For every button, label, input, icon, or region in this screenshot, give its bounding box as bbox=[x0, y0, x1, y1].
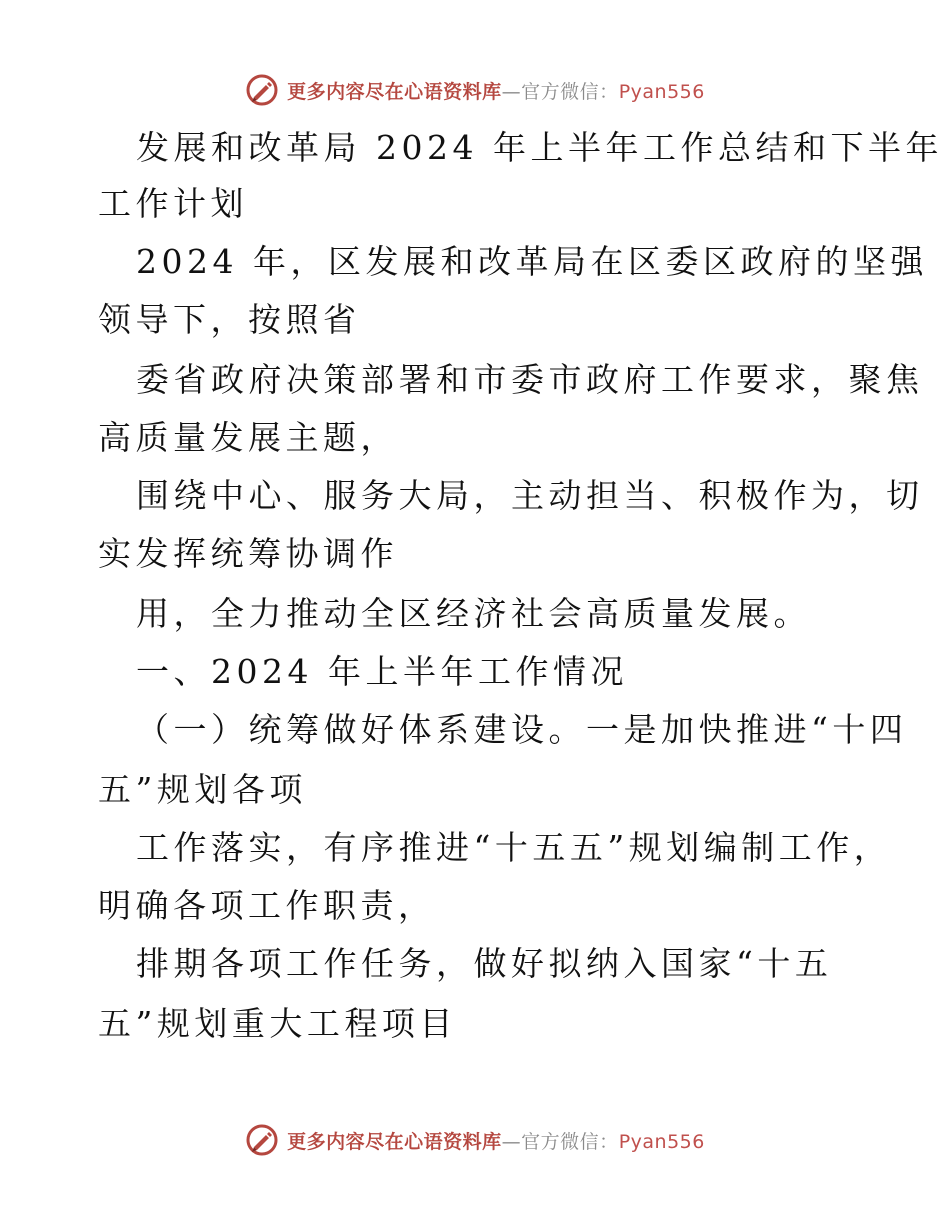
quill-logo-icon bbox=[245, 1123, 279, 1157]
quill-logo-icon bbox=[245, 73, 279, 107]
watermark-wechat-id: Pyan556 bbox=[618, 1130, 705, 1153]
paragraph-line: 围绕中心、服务大局，主动担当、积极作为，切 bbox=[136, 476, 924, 515]
footer-watermark bbox=[0, 1120, 950, 1160]
paragraph-line: 五”规划各项 bbox=[98, 770, 307, 809]
document-title-line-2: 工作计划 bbox=[98, 184, 248, 223]
paragraph-line: 排期各项工作任务，做好拟纳入国家“十五 bbox=[136, 944, 833, 983]
paragraph-line: 用，全力推动全区经济社会高质量发展。 bbox=[136, 594, 811, 633]
paragraph-line: 明确各项工作职责， bbox=[98, 886, 436, 925]
watermark-site-name: 更多内容尽在心语资料库 bbox=[287, 1130, 502, 1153]
paragraph-line: （一）统筹做好体系建设。一是加快推进“十四 bbox=[136, 710, 908, 749]
document-title-line-1: 发展和改革局 2024 年上半年工作总结和下半年 bbox=[136, 128, 943, 167]
watermark-wechat-label: —官方微信： bbox=[501, 80, 619, 103]
paragraph-line: 领导下，按照省 bbox=[98, 300, 361, 339]
paragraph-line: 委省政府决策部署和市委市政府工作要求，聚焦 bbox=[136, 360, 924, 399]
watermark-wechat-id: Pyan556 bbox=[618, 80, 705, 103]
paragraph-line: 实发挥统筹协调作 bbox=[98, 534, 398, 573]
header-watermark bbox=[0, 70, 950, 110]
section-heading: 一、2024 年上半年工作情况 bbox=[136, 652, 628, 691]
paragraph-line: 高质量发展主题， bbox=[98, 418, 398, 457]
paragraph-line: 2024 年，区发展和改革局在区委区政府的坚强 bbox=[136, 242, 928, 281]
watermark-wechat-label: —官方微信： bbox=[501, 1130, 619, 1153]
watermark-site-name: 更多内容尽在心语资料库 bbox=[287, 80, 502, 103]
paragraph-line: 工作落实，有序推进“十五五”规划编制工作， bbox=[136, 828, 892, 867]
paragraph-line: 五”规划重大工程项目 bbox=[98, 1004, 457, 1043]
